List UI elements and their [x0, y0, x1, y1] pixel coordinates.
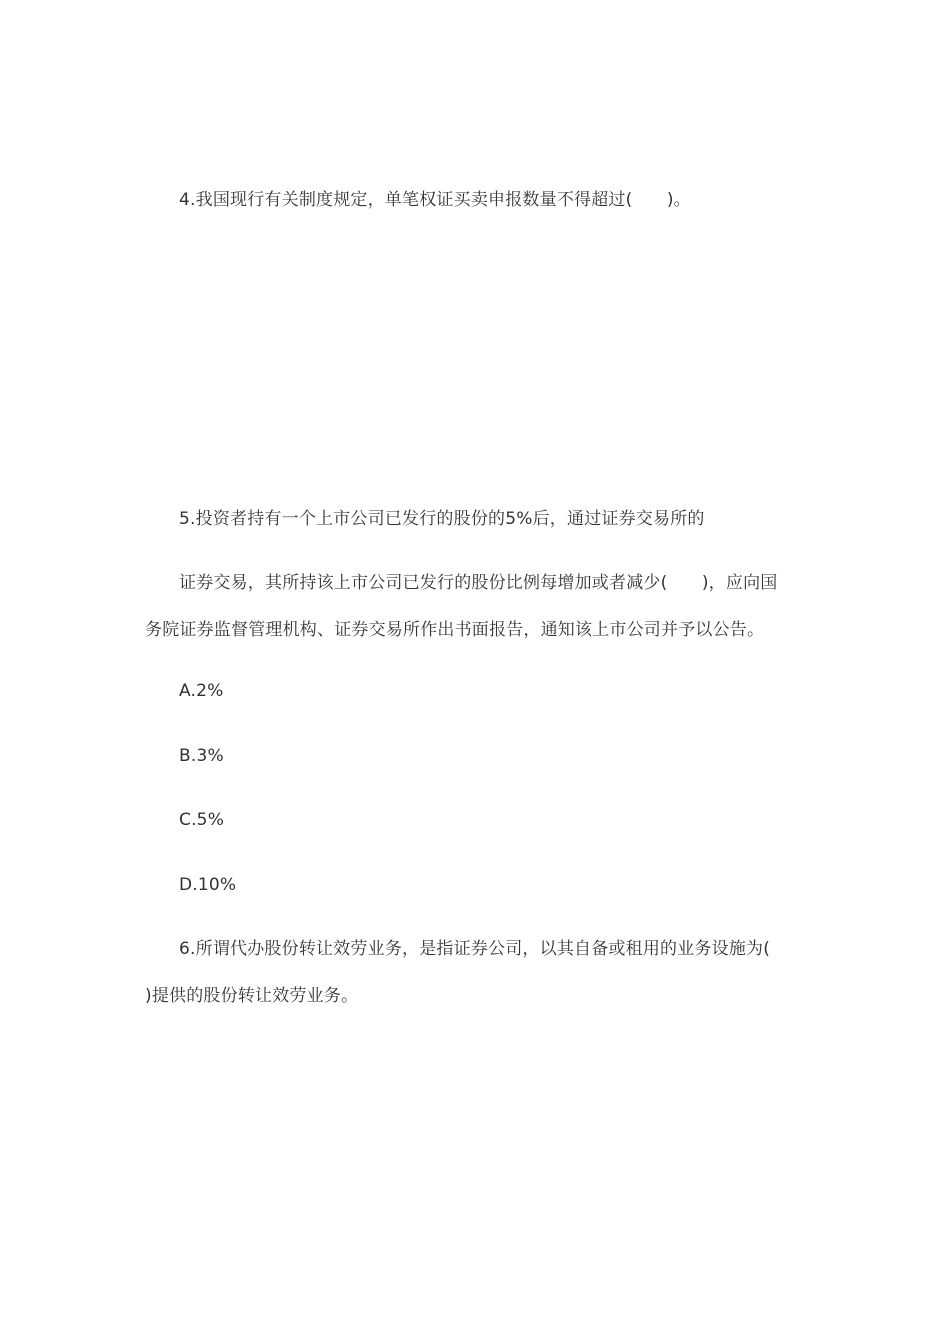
question-5-line-2: 证券交易，其所持该上市公司已发行的股份比例每增加或者减少( )，应向国 — [179, 573, 778, 593]
question-5-option-a: A.2% — [179, 681, 224, 701]
question-5-line-1: 5.投资者持有一个上市公司已发行的股份的5%后，通过证券交易所的 — [179, 509, 705, 529]
question-4-text: 4.我国现行有关制度规定，单笔权证买卖申报数量不得超过( )。 — [179, 190, 691, 210]
question-5-line-3: 务院证券监督管理机构、证券交易所作出书面报告，通知该上市公司并予以公告。 — [145, 620, 765, 640]
question-5-option-c: C.5% — [179, 810, 225, 830]
question-6-line-2: )提供的股份转让效劳业务。 — [145, 986, 359, 1006]
question-5-option-d: D.10% — [179, 875, 237, 895]
question-5-option-b: B.3% — [179, 746, 224, 766]
question-6-line-1: 6.所谓代办股份转让效劳业务，是指证券公司，以其自备或租用的业务设施为( — [179, 939, 771, 959]
